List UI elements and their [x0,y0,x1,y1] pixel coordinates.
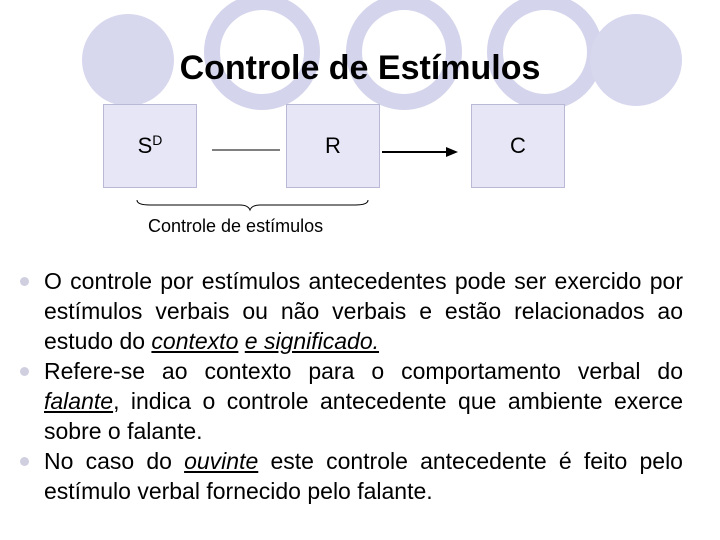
bullet-3-ouvinte: ouvinte [184,448,259,474]
bullet-1-significado: e significado. [244,328,380,354]
bullet-dot [20,277,29,286]
bullet-item-1 [44,266,683,356]
diagram-caption: Controle de estímulos [148,216,324,236]
box-sd-label: S [137,133,153,158]
box-sd-superscript: D [152,132,163,148]
bullet-item-2 [44,356,683,446]
bullet-item-3 [44,446,683,506]
box-r-label: R [325,133,341,158]
arrow-head [446,147,458,157]
bullet-2-text-b: , indica o controle antecedente que ambiente exerce sobre o falante. [44,388,683,444]
brace [137,200,368,210]
bullet-3-text-b: este controle antecedente é feito pelo estímulo verbal fornecido pelo falante. [44,448,683,504]
slide-title: Controle de Estímulos [179,49,541,87]
bullet-dot [20,367,29,376]
bullet-1-contexto: contexto [151,328,239,354]
bullet-dot [20,457,29,466]
bullet-3-text-a: No caso do [44,448,185,474]
diagram-connectors [0,0,720,230]
box-c-label: C [510,133,526,158]
bullet-2-text-a: Refere-se ao contexto para o comportamento verbal do [44,358,683,384]
bullet-list [44,266,683,506]
bullet-1-text: O controle por estímulos antecedentes pode ser exercido por estímulos verbais ou não verbais e estão relacionados ao estudo do [44,268,683,354]
bullet-2-falante: falante [44,388,114,414]
